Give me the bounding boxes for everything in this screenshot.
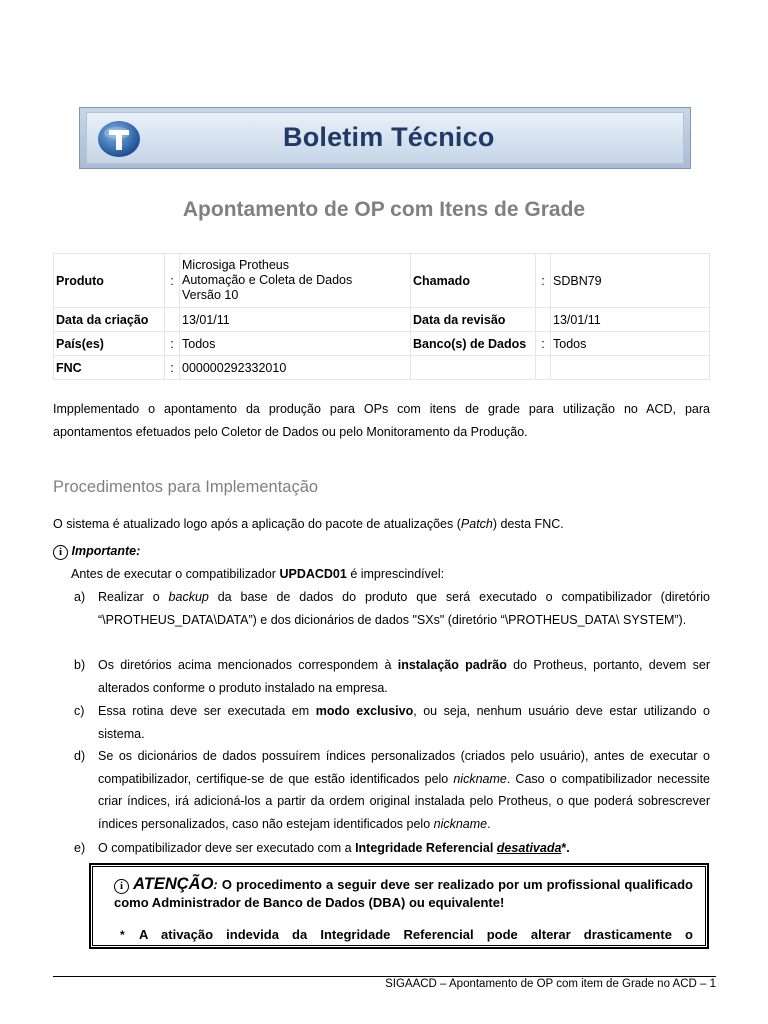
section-title: Procedimentos para Implementação — [53, 478, 319, 496]
table-row — [54, 308, 710, 332]
produto-value — [180, 254, 411, 308]
warning-label: ATENÇÃO — [133, 875, 214, 893]
data-criacao-value: 13/01/11 — [180, 308, 411, 332]
bulletin-banner — [79, 107, 691, 169]
list-item: d) Se os dicionários de dados possuírem índices personalizados (criados pelo usuário), antes de executar o compatibilizador, certifique-se de que estão identificados pelo nickname. Caso o compatibilizador necessite criar índices, irá adicioná-los a partir da ordem original instalada pelo Protheus, o que poderá sobrescrever índices personalizados, caso não estejam identificados pelo nickname. — [74, 749, 710, 832]
important-line: Antes de executar o compatibilizador UPDACD01 é imprescindível: — [71, 567, 445, 581]
company-logo — [96, 119, 142, 159]
produto-line: Automação e Coleta de Dados — [182, 273, 353, 287]
colon: : — [165, 254, 180, 308]
data-revisao-label: Data da revisão — [411, 308, 536, 332]
chamado-label: Chamado — [411, 254, 536, 308]
paises-value: Todos — [180, 332, 411, 356]
table-row — [54, 332, 710, 356]
colon: : — [165, 332, 180, 356]
produto-line: Versão 10 — [182, 288, 239, 302]
warning-star: * — [120, 928, 125, 942]
list-item: a) Realizar o backup da base de dados do produto que será executado o compatibilizador (diretório “\PROTHEUS_DATA\DATA”) e dos dicionários de dados "SXs" (diretório “\PROTHEUS_DATA\ SYSTEM”). — [74, 590, 710, 627]
info-icon: i — [114, 879, 129, 894]
colon: : — [536, 332, 551, 356]
banner-title: Boletim Técnico — [283, 122, 495, 152]
banco-value: Todos — [551, 332, 710, 356]
produto-line: Microsiga Protheus — [182, 258, 289, 272]
colon: : — [165, 356, 180, 380]
warning-text: i ATENÇÃO: O procedimento a seguir deve ser realizado por um profissional qualificado como Administrador de Banco de Dados (DBA) ou equivalente! — [114, 875, 693, 910]
produto-label: Produto — [54, 254, 165, 308]
data-revisao-value: 13/01/11 — [551, 308, 710, 332]
info-table — [53, 253, 710, 380]
intro-paragraph: Impplementado o apontamento da produção para OPs com itens de grade para utilização no ACD, para apontamentos efetuados pelo Coletor de Dados ou pelo Monitoramento da Produção. — [53, 402, 710, 439]
table-row — [54, 356, 710, 380]
warning-text-2: A ativação indevida da Integridade Referencial pode alterar drasticamente o — [139, 927, 693, 942]
fnc-value: 000000292332010 — [180, 356, 411, 380]
chamado-value: SDBN79 — [551, 254, 710, 308]
document-title: Apontamento de OP com Itens de Grade — [182, 198, 586, 221]
page-footer: SIGAACD – Apontamento de OP com item de Grade no ACD – 1 — [385, 978, 716, 990]
fnc-label: FNC — [54, 356, 165, 380]
banco-label: Banco(s) de Dados — [411, 332, 536, 356]
data-criacao-label: Data da criação — [54, 308, 165, 332]
list-item: c) Essa rotina deve ser executada em modo exclusivo, ou seja, nenhum usuário deve estar utilizando o sistema. — [74, 704, 710, 741]
paises-label: País(es) — [54, 332, 165, 356]
warning-box — [90, 864, 708, 948]
important-label: Importante: — [71, 544, 141, 558]
info-icon: i — [53, 545, 68, 560]
list-item: e) O compatibilizador deve ser executado com a Integridade Referencial desativada*. — [74, 841, 570, 855]
footer-divider — [53, 976, 716, 977]
important-heading — [53, 540, 710, 563]
colon: : — [536, 254, 551, 308]
list-item: b) Os diretórios acima mencionados correspondem à instalação padrão do Protheus, portanto, devem ser alterados conforme o produto instalado na empresa. — [74, 658, 710, 695]
procedure-paragraph: O sistema é atualizado logo após a aplicação do pacote de atualizações (Patch) desta FNC. — [53, 517, 564, 531]
table-row — [54, 254, 710, 308]
